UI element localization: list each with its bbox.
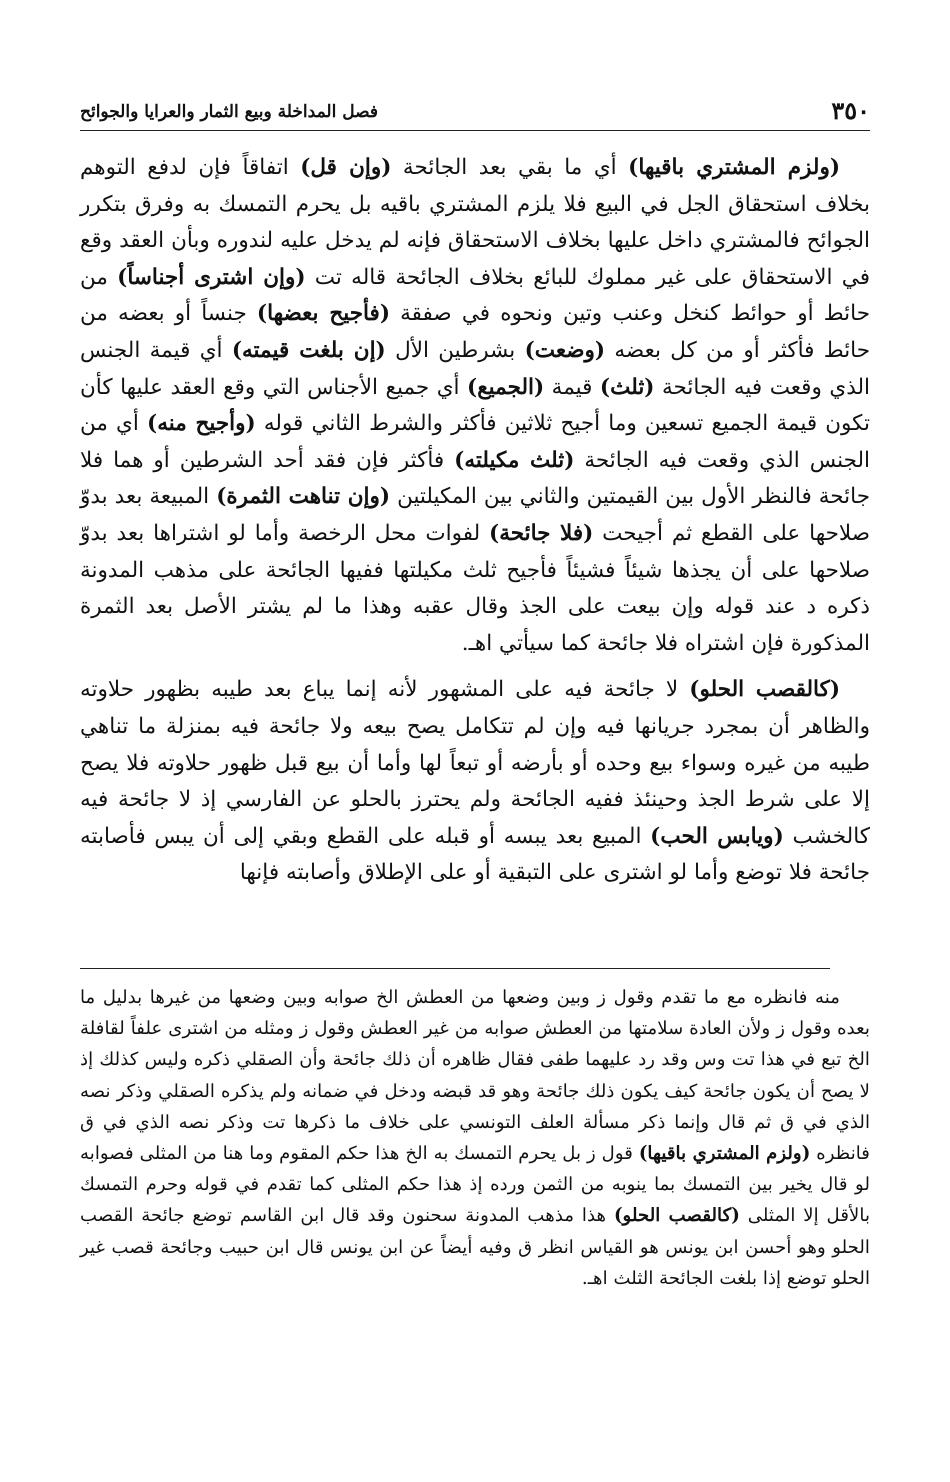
text-run: من حائط أو حوائط كنخل وعنب وتين ونحوه في صفقة bbox=[80, 264, 870, 327]
footnote-divider bbox=[80, 968, 830, 969]
text-run: قول ز بل يحرم التمسك به الخ هذا حكم المقوم وما هنا من المثلى فصوابه لو قال يخير بين التمسك بما ينوبه من الثمن ورده إذ هذا حكم المثلى كما تقدم في قوله وحرم التمسك بالأقل إلا المثلى bbox=[80, 1143, 871, 1227]
footnotes bbox=[80, 982, 870, 1294]
bold-term: (كالقصب الحلو) bbox=[689, 677, 840, 703]
bold-term: (ولزم المشتري باقيها) bbox=[638, 1143, 811, 1165]
bold-term: (ثلث) bbox=[599, 374, 655, 400]
bold-term: (وضعت) bbox=[524, 337, 606, 363]
bold-term: (وإن اشترى أجناساً) bbox=[117, 264, 306, 290]
bold-term: (كالقصب الحلو) bbox=[613, 1205, 740, 1227]
bold-term: (ثلث مكيلته) bbox=[454, 447, 575, 473]
text-run: لفوات محل الرخصة وأما لو اشتراها بعد بدوّ صلاحها على أن يجذها شيئاً فشيئاً فأجيح ثلث مكيلتها ففيها الجائحة على مذهب المدونة ذكره د عند قوله وإن بيعت على الجذ وقال عقبه وهذا ما لم يشتر الأصل بعد الثمرة المذكورة فإن اشتراه فلا جائحة كما سيأتي اهـ. bbox=[80, 520, 870, 656]
text-run: قيمة bbox=[544, 374, 600, 400]
text-run: أي ما بقي بعد الجائحة bbox=[391, 155, 629, 180]
bold-term: (وأجيح منه) bbox=[147, 411, 256, 437]
bold-term: (وإن قل) bbox=[300, 155, 392, 180]
text-run: فأكثر فإن فقد أحد الشرطين أو هما فلا جائحة فالنظر الأول بين القيمتين والثاني بين المكيلتين bbox=[80, 447, 870, 510]
bold-term: (ولزم المشتري باقيها) bbox=[628, 155, 840, 180]
text-run: أي قيمة الجنس الذي وقعت فيه الجائحة bbox=[80, 337, 871, 400]
text-run: المبيعة بعد بدوّ صلاحها على القطع ثم أجيحت bbox=[80, 484, 870, 546]
text-run: أي من الجنس الذي وقعت فيه الجائحة bbox=[80, 411, 870, 473]
text-run: لا جائحة فيه على المشهور لأنه إنما يباع بعد طيبه بظهور حلاوته والظاهر أن بمجرد جريانها فيه وإن لم تتكامل يصح بيعه ولا جائحة فيه بمنزلة ما تناهي طيبه من غيره وسواء بيع وحده أو بأرضه أو تبعاً لها وأما أن بيع قبل ظهور حلاوته فلا يصح إلا على شرط الجذ وحينئذ ففيه الجائحة ولم يحترز بالحلو عن الفارسي إذ لا جائحة فيه كالخشب bbox=[80, 677, 871, 849]
paragraph-2 bbox=[80, 672, 870, 892]
bold-term: (إن بلغت قيمته) bbox=[231, 337, 386, 363]
bold-term: (الجميع) bbox=[467, 374, 545, 400]
bold-term: (وإن تناهت الثمرة) bbox=[216, 484, 391, 510]
bold-term: (ويابس الحب) bbox=[650, 823, 784, 849]
main-text bbox=[80, 150, 870, 892]
text-run: اتفاقاً فإن لدفع التوهم بخلاف استحقاق الجل في البيع فلا يلزم المشتري باقيه بل يحرم التمسك به وفرق بتكرر الجوائح فالمشتري داخل عليها بخلاف الاستحقاق فإنه لم يدخل عليه لندوره وبأن العقد وقع في الاستحقاق على غير مملوك للبائع بخلاف الجائحة قاله تت bbox=[80, 155, 870, 290]
text-run: بشرطين الأل bbox=[385, 337, 525, 363]
text-run: منه فانظره مع ما تقدم وقول ز وبين وضعها من العطش الخ صوابه وبين وضعها من غيرها بدليل ما بعده وقول ز ولأن العادة سلامتها من العطش صوابه من غير العطش وقول ز ومثله من اشترى علفاً لقافلة الخ تبع في هذا تت وس وقد رد عليهما طفى فقال ظاهره أن ذلك جائحة وأن الصقلي ذكره وليس كذلك إذ لا يصح أن يكون جائحة كيف يكون ذلك جائحة وهو قد قبضه ودخل في ضمانه ولم يذكره الصقلي وذكر نصه الذي في ق ثم قال وإنما ذكر مسألة العلف التونسي على خلاف ما ذكرها تت وذكر نصه الذي في ق فانظره bbox=[80, 987, 870, 1165]
footnote-paragraph bbox=[80, 982, 870, 1294]
paragraph-1 bbox=[80, 150, 870, 662]
bold-term: (فأجيح بعضها) bbox=[256, 301, 390, 327]
text-run: المبيع بعد يبسه أو قبله على القطع وبقي إلى أن يبس فأصابته جائحة فلا توضع وأما لو اشترى على التبقية أو على الإطلاق وأصابته فإنها bbox=[80, 823, 870, 886]
text-run: هذا مذهب المدونة سحنون وقد قال ابن القاسم توضع جائحة القصب الحلو وهو أحسن ابن يونس هو القياس انظر ق وفيه أيضاً عن ابن يونس قال ابن حبيب وجائحة قصب غير الحلو توضع إذا بلغت الجائحة الثلث اهـ. bbox=[80, 1205, 870, 1289]
page-header bbox=[80, 96, 870, 131]
text-run: أي جميع الأجناس التي وقع العقد عليها كأن تكون قيمة الجميع تسعين وما أجيح ثلاثين فأكثر والشرط الثاني قوله bbox=[80, 374, 871, 437]
page-number: ٣٥٠ bbox=[831, 96, 870, 125]
text-run: جنساً أو بعضه من حائط فأكثر أو من كل بعضه bbox=[80, 301, 871, 363]
bold-term: (فلا جائحة) bbox=[489, 520, 594, 546]
running-title: فصل المداخلة وبيع الثمار والعرايا والجوائح bbox=[80, 102, 378, 122]
